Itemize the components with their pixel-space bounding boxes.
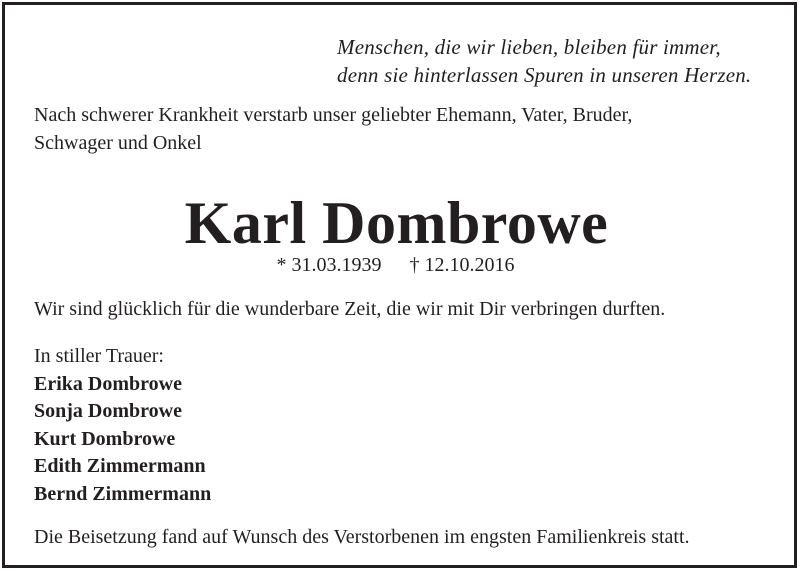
death-date: † 12.10.2016 <box>409 254 515 276</box>
mourner-name: Sonja Dombrowe <box>34 400 182 422</box>
mourner-name: Kurt Dombrowe <box>34 427 176 450</box>
opening-quote <box>337 33 751 89</box>
burial-note: Die Beisetzung fand auf Wunsch des Verstorbenen im engsten Familienkreis statt. <box>34 526 690 548</box>
quote-line-2: denn sie hinterlassen Spuren in unseren Herzen. <box>337 63 752 87</box>
intro-text <box>34 101 774 157</box>
birth-date: * 31.03.1939 <box>276 254 382 276</box>
life-dates <box>5 252 794 278</box>
intro-line-1: Nach schwerer Krankheit verstarb unser geliebter Ehemann, Vater, Bruder, <box>34 104 633 126</box>
obituary-frame <box>2 2 797 568</box>
intro-line-2: Schwager und Onkel <box>34 132 202 154</box>
mourner-name: Edith Zimmermann <box>34 455 206 477</box>
thanks-text: Wir sind glücklich für die wunderbare Zeit, die wir mit Dir verbringen durften. <box>34 298 666 320</box>
mourners-block <box>34 343 211 508</box>
deceased-name: Karl Dombrowe <box>184 190 609 256</box>
obituary-content <box>5 5 794 565</box>
mourners-heading: In stiller Trauer: <box>34 345 164 367</box>
mourner-name: Erika Dombrowe <box>34 372 182 395</box>
quote-line-1: Menschen, die wir lieben, bleiben für immer, <box>337 35 721 59</box>
mourner-name: Bernd Zimmermann <box>34 482 212 505</box>
